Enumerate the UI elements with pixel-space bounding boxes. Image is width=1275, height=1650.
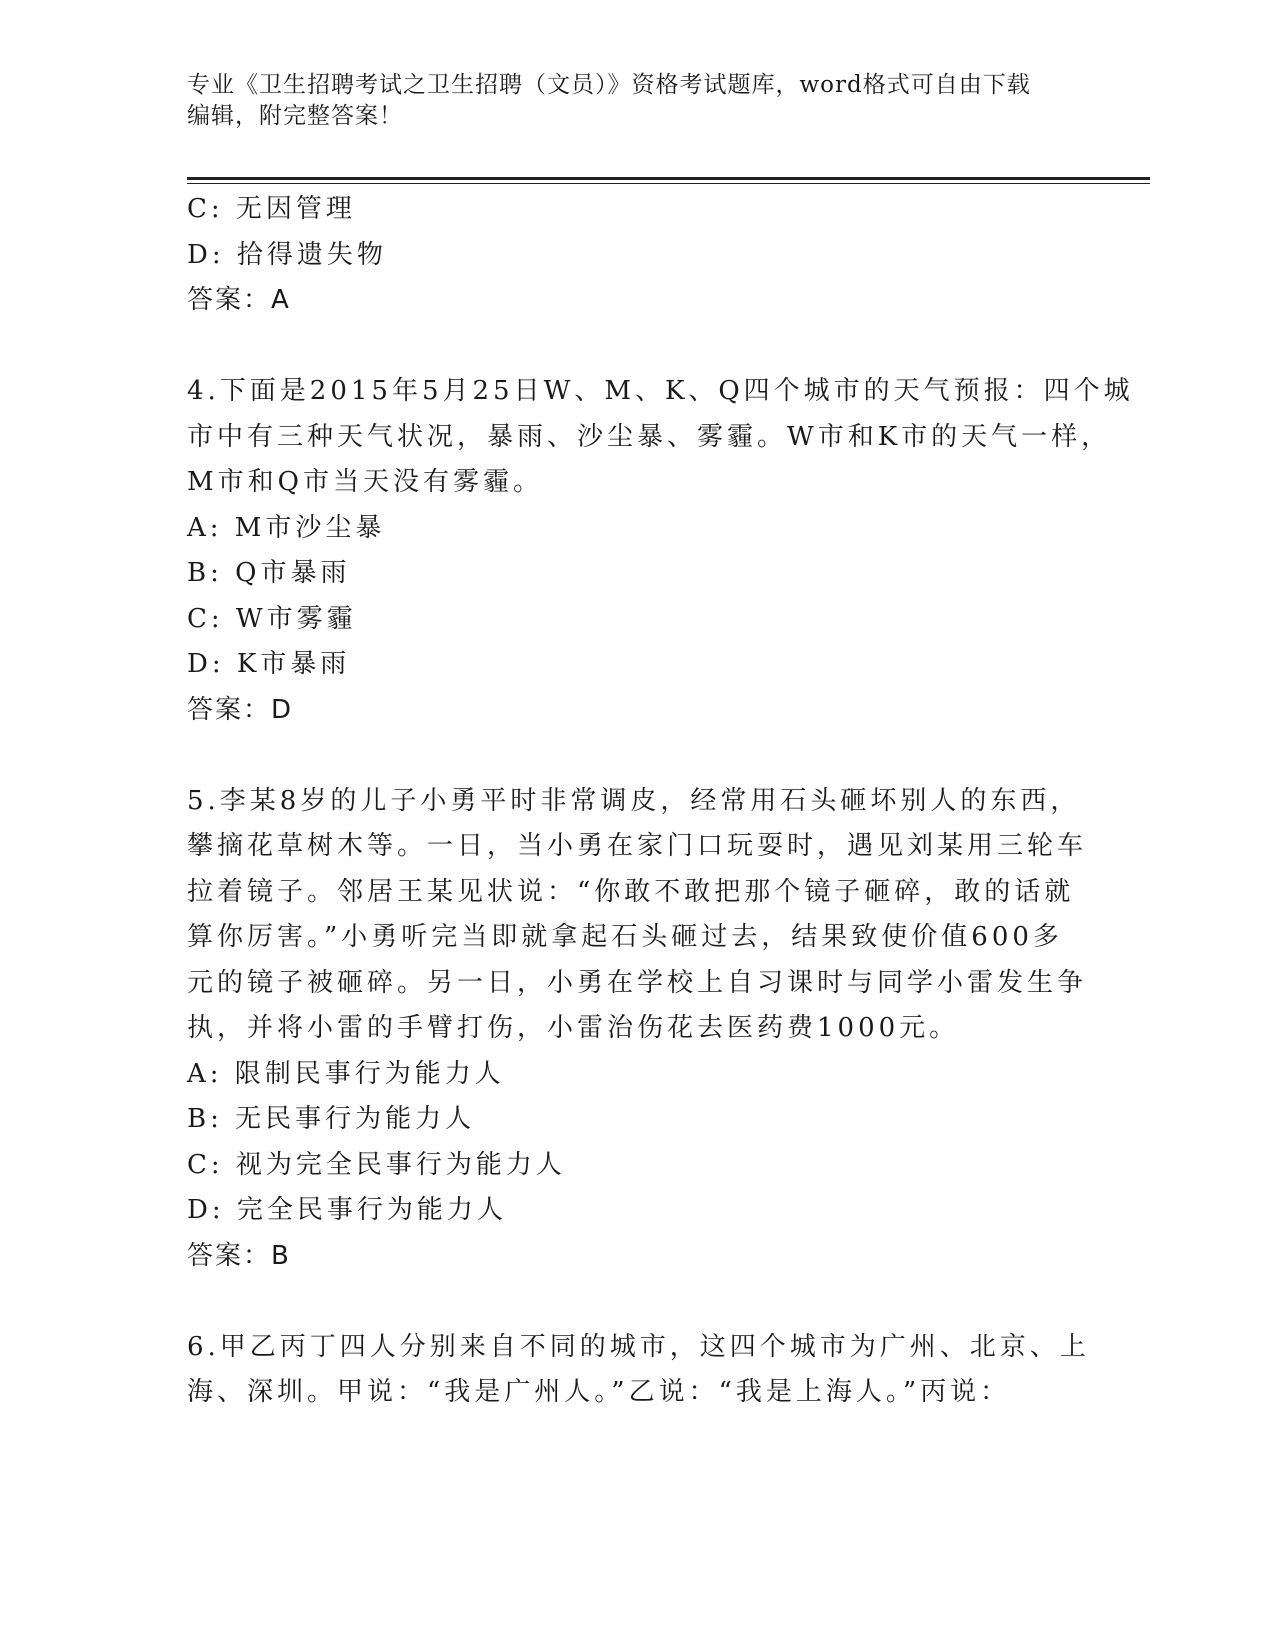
question-stem-line: M市和Q市当天没有雾霾。: [187, 467, 543, 497]
header-line-1: 专业《卫生招聘考试之卫生招聘（文员）》资格考试题库，word格式可自由下载: [187, 72, 1031, 98]
answer: 答案：A: [187, 285, 291, 315]
answer: 答案：B: [187, 1240, 291, 1271]
option-b: B: Q市暴雨: [187, 558, 351, 588]
page-header: [187, 70, 1087, 132]
spacer: [187, 324, 1087, 370]
option-d: D: 拾得遗失物: [187, 239, 387, 270]
question-3-tail: [187, 187, 1087, 324]
spacer: [187, 733, 1087, 779]
header-rule-thick: [187, 177, 1150, 180]
option-c: C: 无因管理: [187, 194, 356, 224]
question-stem-line: 6.甲乙丙丁四人分别来自不同的城市，这四个城市为广州、北京、上: [187, 1331, 1090, 1362]
option-c: C: 视为完全民事行为能力人: [187, 1149, 566, 1180]
option-a: A: 限制民事行为能力人: [187, 1058, 505, 1089]
question-stem-line: 元的镜子被砸碎。另一日，小勇在学校上自习课时与同学小雷发生争: [187, 967, 1088, 998]
header-line-2: 编辑，附完整答案！: [187, 103, 403, 129]
option-b: B: 无民事行为能力人: [187, 1104, 476, 1134]
question-stem-line: 海、深圳。甲说：“我是广州人。”乙说：“我是上海人。”丙说：: [187, 1377, 1011, 1407]
question-stem-line: 4.下面是2015年5月25日W、M、K、Q四个城市的天气预报：四个城: [187, 376, 1134, 406]
option-c: C: W市雾霾: [187, 603, 357, 634]
question-stem-line: 执，并将小雷的手臂打伤，小雷治伤花去医药费1000元。: [187, 1013, 960, 1043]
answer: 答案：D: [187, 694, 294, 725]
question-stem-line: 拉着镜子。邻居王某见状说：“你敢不敢把那个镜子砸碎，敢的话就: [187, 876, 1075, 907]
question-stem-line: 市中有三种天气状况，暴雨、沙尘暴、雾霾。W市和K市的天气一样，: [187, 421, 1112, 452]
option-d: D: 完全民事行为能力人: [187, 1195, 507, 1225]
option-a: A: M市沙尘暴: [187, 512, 386, 543]
question-stem-line: 算你厉害。”小勇听完当即就拿起石头砸过去，结果致使价值600多: [187, 922, 1063, 952]
question-stem-line: 攀摘花草树木等。一日，当小勇在家门口玩耍时，遇见刘某用三轮车: [187, 831, 1088, 861]
option-d: D: K市暴雨: [187, 649, 351, 679]
spacer: [187, 1279, 1087, 1325]
question-5: [187, 779, 1087, 1280]
header-rule-thin: [187, 183, 1150, 184]
question-stem-line: 5.李某8岁的儿子小勇平时非常调皮，经常用石头砸坏别人的东西，: [187, 785, 1081, 816]
question-4: [187, 369, 1134, 733]
question-6: [187, 1325, 1090, 1416]
question-content: [187, 187, 1134, 1416]
